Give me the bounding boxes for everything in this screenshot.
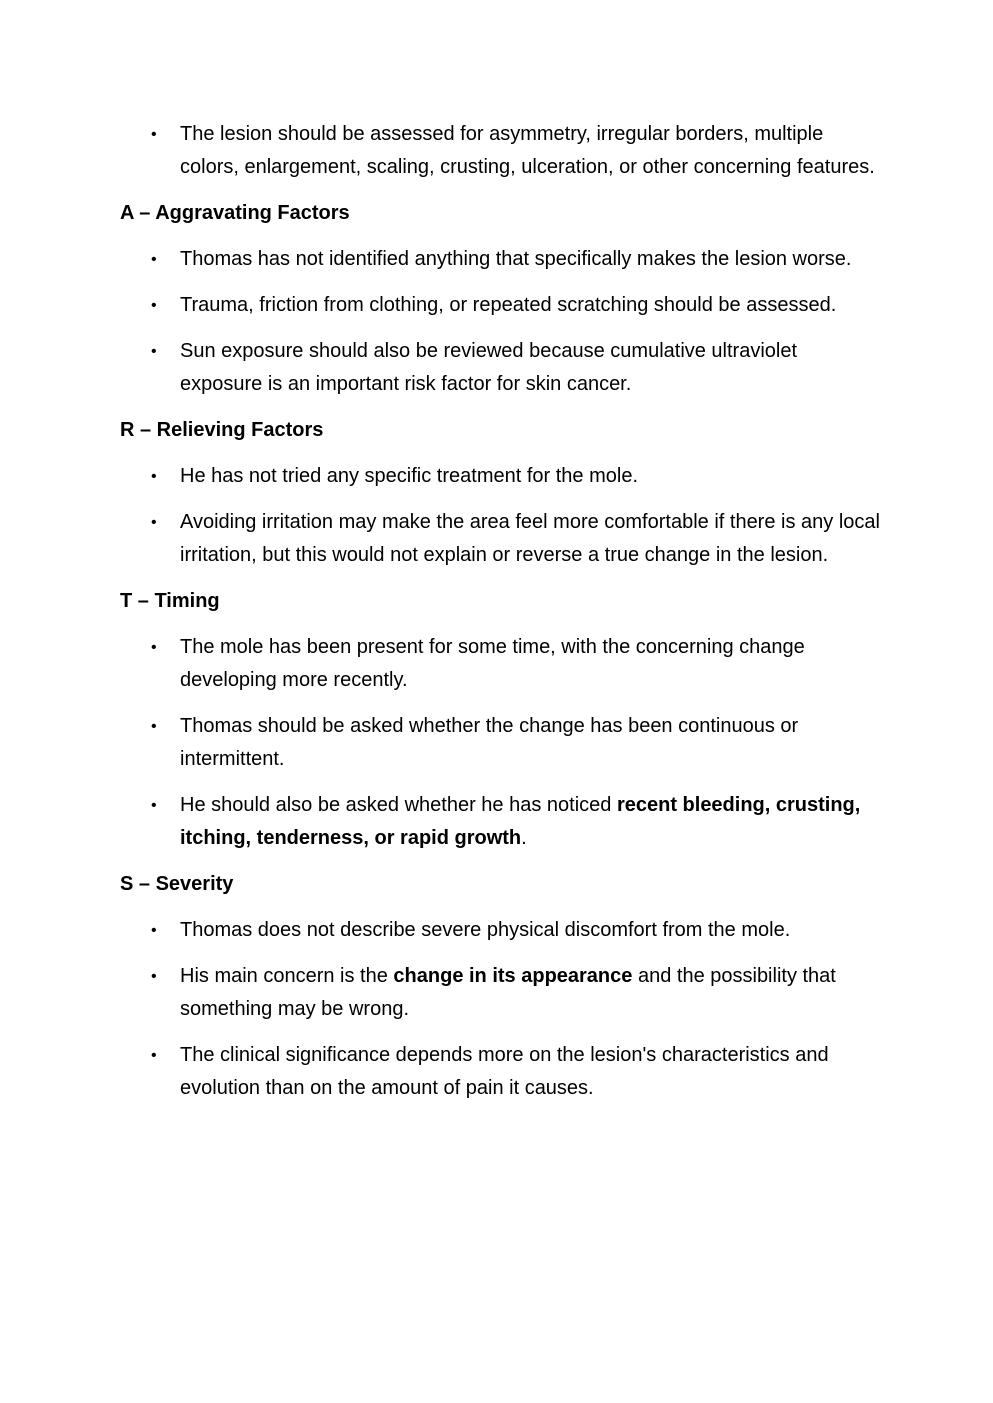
list-item: • He should also be asked whether he has noticed recent bleeding, crusting, itching, tenderness, or rapid growth. [120, 789, 880, 855]
list-item: • Thomas has not identified anything that specifically makes the lesion worse. [120, 243, 880, 276]
bullet-list-aggravating-factors [120, 243, 880, 401]
list-item: • His main concern is the change in its appearance and the possibility that something may be wrong. [120, 960, 880, 1026]
bullet-list-timing [120, 631, 880, 855]
bullet-icon: • [151, 718, 157, 735]
bullet-icon: • [151, 126, 157, 143]
document-content [120, 118, 880, 1118]
section-heading-relieving-factors: R – Relieving Factors [120, 419, 324, 441]
bullet-icon: • [151, 968, 157, 985]
bullet-icon: • [151, 514, 157, 531]
list-item: • Sun exposure should also be reviewed because cumulative ultraviolet exposure is an important risk factor for skin cancer. [120, 335, 880, 401]
bullet-list-lesion-assessment [120, 118, 880, 184]
bullet-icon: • [151, 251, 157, 268]
list-item: • The clinical significance depends more on the lesion's characteristics and evolution than on the amount of pain it causes. [120, 1039, 880, 1105]
bullet-icon: • [151, 797, 157, 814]
section-heading-aggravating-factors: A – Aggravating Factors [120, 202, 350, 224]
emphasis-text: recent bleeding, crusting, itching, tenderness, or rapid growth [180, 794, 861, 849]
list-item: • The lesion should be assessed for asymmetry, irregular borders, multiple colors, enlargement, scaling, crusting, ulceration, or other concerning features. [120, 118, 880, 184]
bullet-list-severity [120, 914, 880, 1105]
bullet-icon: • [151, 468, 157, 485]
bullet-icon: • [151, 922, 157, 939]
bullet-icon: • [151, 343, 157, 360]
emphasis-text: change in its appearance [393, 965, 633, 987]
list-item: • The mole has been present for some time, with the concerning change developing more recently. [120, 631, 880, 697]
list-item: • Avoiding irritation may make the area feel more comfortable if there is any local irritation, but this would not explain or reverse a true change in the lesion. [120, 506, 880, 572]
bullet-list-relieving-factors [120, 460, 880, 572]
section-heading-severity: S – Severity [120, 873, 234, 895]
list-item: • Thomas should be asked whether the change has been continuous or intermittent. [120, 710, 880, 776]
bullet-icon: • [151, 297, 157, 314]
list-item: • He has not tried any specific treatment for the mole. [120, 460, 880, 493]
section-heading-timing: T – Timing [120, 590, 220, 612]
bullet-icon: • [151, 1047, 157, 1064]
list-item: • Trauma, friction from clothing, or repeated scratching should be assessed. [120, 289, 880, 322]
bullet-icon: • [151, 639, 157, 656]
list-item: • Thomas does not describe severe physical discomfort from the mole. [120, 914, 880, 947]
